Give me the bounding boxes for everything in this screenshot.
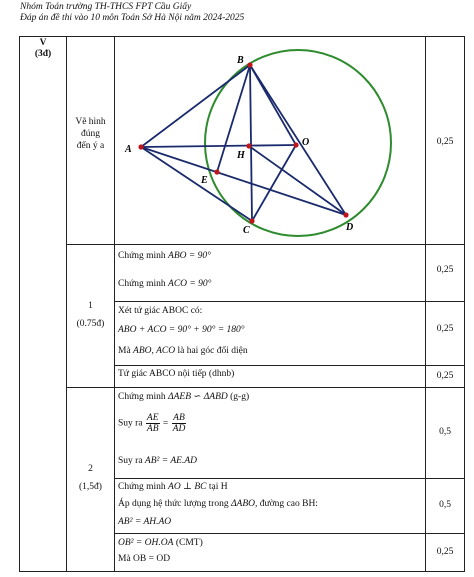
point-c (249, 218, 254, 223)
section-points: (3đ) (34, 49, 52, 59)
part2-a-line1: Chứng minh ΔAEB ∽ ΔABD (g-g) (118, 392, 250, 402)
point-a (138, 144, 143, 149)
part2-a-score: 0,5 (439, 427, 451, 437)
part2-b-line2: Áp dụng hệ thức lượng trong ΔABO, đường cao BH: (118, 499, 318, 509)
part1-a-line2: Chứng minh ACO = 90° (118, 279, 212, 289)
part2-a-line2: Suy ra $\frac{AE}{AB}$ = $\frac{AB}{AD}$ (118, 413, 186, 434)
label-h: H (237, 150, 245, 161)
part2-b-line1: Chứng minh AO ⊥ BC tại H (118, 482, 228, 492)
point-h (246, 143, 251, 148)
part2-c-score: 0,25 (436, 547, 454, 557)
segment-co (252, 145, 296, 221)
part1-b-line3: Mà ABO, ACO là hai góc đối diện (118, 346, 248, 356)
label-e: E (201, 175, 208, 186)
part2-a-line3: Suy ra AB² = AE.AD (118, 456, 198, 466)
segment-bd (250, 65, 346, 215)
part2-c-line1: OB² = OH.OA (CMT) (118, 538, 203, 548)
segment-ab (141, 65, 250, 147)
segment-eb (217, 65, 250, 172)
segment-bc (250, 65, 252, 221)
part1-c-line1: Tứ giác ABCO nội tiếp (dhnb) (118, 369, 235, 379)
part1-b-line2: ABO + ACO = 90° + 90° = 180° (118, 325, 245, 335)
part1-points: (0.75đ) (76, 319, 105, 329)
part1-c-score: 0,25 (436, 371, 454, 381)
point-d (343, 212, 348, 217)
figure-label-2: đúng (81, 129, 100, 139)
label-d: D (346, 222, 354, 233)
part2-points: (1,5đ) (79, 482, 102, 492)
label-o: O (302, 137, 310, 148)
angle-aco-90: ACO = 90° (168, 279, 212, 289)
header-line-1: Nhóm Toán trường TH-THCS FPT Cầu Giấy (20, 2, 192, 12)
part1-a-score: 0,25 (436, 265, 454, 275)
part1-b-line1: Xét tứ giác ABOC có: (118, 306, 203, 316)
figure-score: 0,25 (436, 137, 454, 147)
point-e (214, 169, 219, 174)
part2-b-line3: AB² = AH.AO (118, 517, 172, 527)
geometry-figure (124, 50, 391, 236)
section-roman: V (39, 38, 47, 48)
angle-abo-90: ABO = 90° (168, 251, 211, 261)
part2-b-score: 0,5 (439, 500, 451, 510)
part2-number: 2 (88, 464, 93, 474)
label-a: A (125, 144, 132, 155)
segment-ao (141, 145, 296, 147)
fraction-ae-ab: $\frac{AE}{AB}$ (146, 413, 159, 434)
figure-label-3: đến ý a (76, 141, 105, 151)
figure-label-1: Vẽ hình (75, 117, 106, 127)
part1-a-line1: Chứng minh ABO = 90° (118, 251, 211, 261)
part1-number: 1 (88, 301, 93, 311)
fraction-ab-ad: $\frac{AB}{AD}$ (172, 413, 186, 434)
point-b (247, 62, 252, 67)
part2-c-line2: Mà OB = OD (118, 554, 171, 564)
label-b: B (237, 55, 244, 66)
part1-b-score: 0,25 (436, 324, 454, 334)
label-c: C (243, 225, 250, 236)
header-line-2: Đáp án đề thi vào 10 môn Toán Sở Hà Nội năm 2024-2025 (20, 13, 245, 23)
segment-hd (249, 146, 346, 215)
point-o (293, 142, 298, 147)
segment-ac (141, 147, 252, 221)
